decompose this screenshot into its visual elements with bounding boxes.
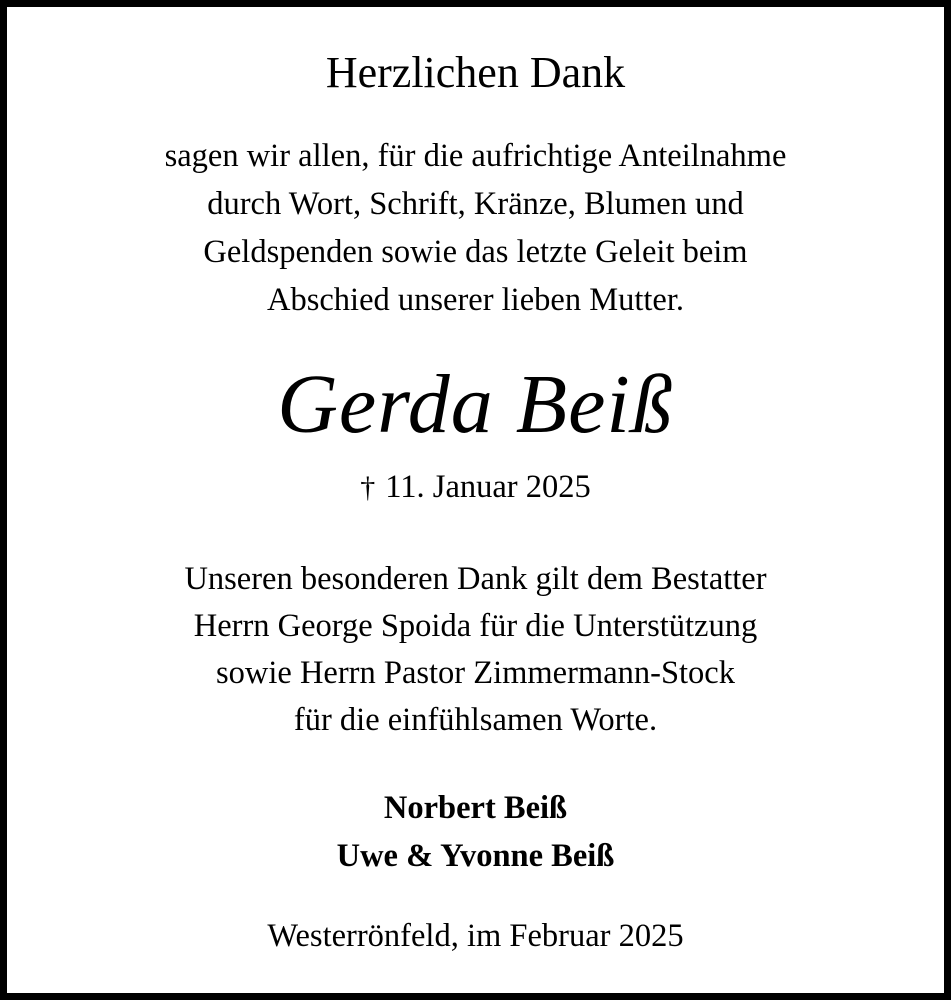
deceased-name: Gerda Beiß [277,358,674,451]
thanks-paragraph [14,556,937,744]
thanks-line: Unseren besonderen Dank gilt dem Bestatter [184,561,767,597]
place-date: Westerrönfeld, im Februar 2025 [267,918,684,954]
signer-name: Norbert Beiß [383,790,568,826]
signer-name: Uwe & Yvonne Beiß [336,838,615,874]
death-date: 11. Januar 2025 [385,469,591,505]
notice-heading: Herzlichen Dank [325,48,626,97]
notice-content [14,7,937,993]
cross-icon: † [360,471,376,504]
thanks-line: für die einfühlsamen Worte. [293,702,658,738]
intro-line: durch Wort, Schrift, Kränze, Blumen und [207,186,744,222]
death-line [14,465,937,510]
thanks-line: Herrn George Spoida für die Unterstützung [193,608,758,644]
intro-line: Geldspenden sowie das letzte Geleit beim [203,234,748,270]
thanks-line: sowie Herrn Pastor Zimmermann-Stock [216,655,735,691]
intro-paragraph [14,132,937,324]
intro-line: sagen wir allen, für die aufrichtige Anteilnahme [164,138,787,174]
intro-line: Abschied unserer lieben Mutter. [267,282,684,318]
signers-block [14,784,937,880]
